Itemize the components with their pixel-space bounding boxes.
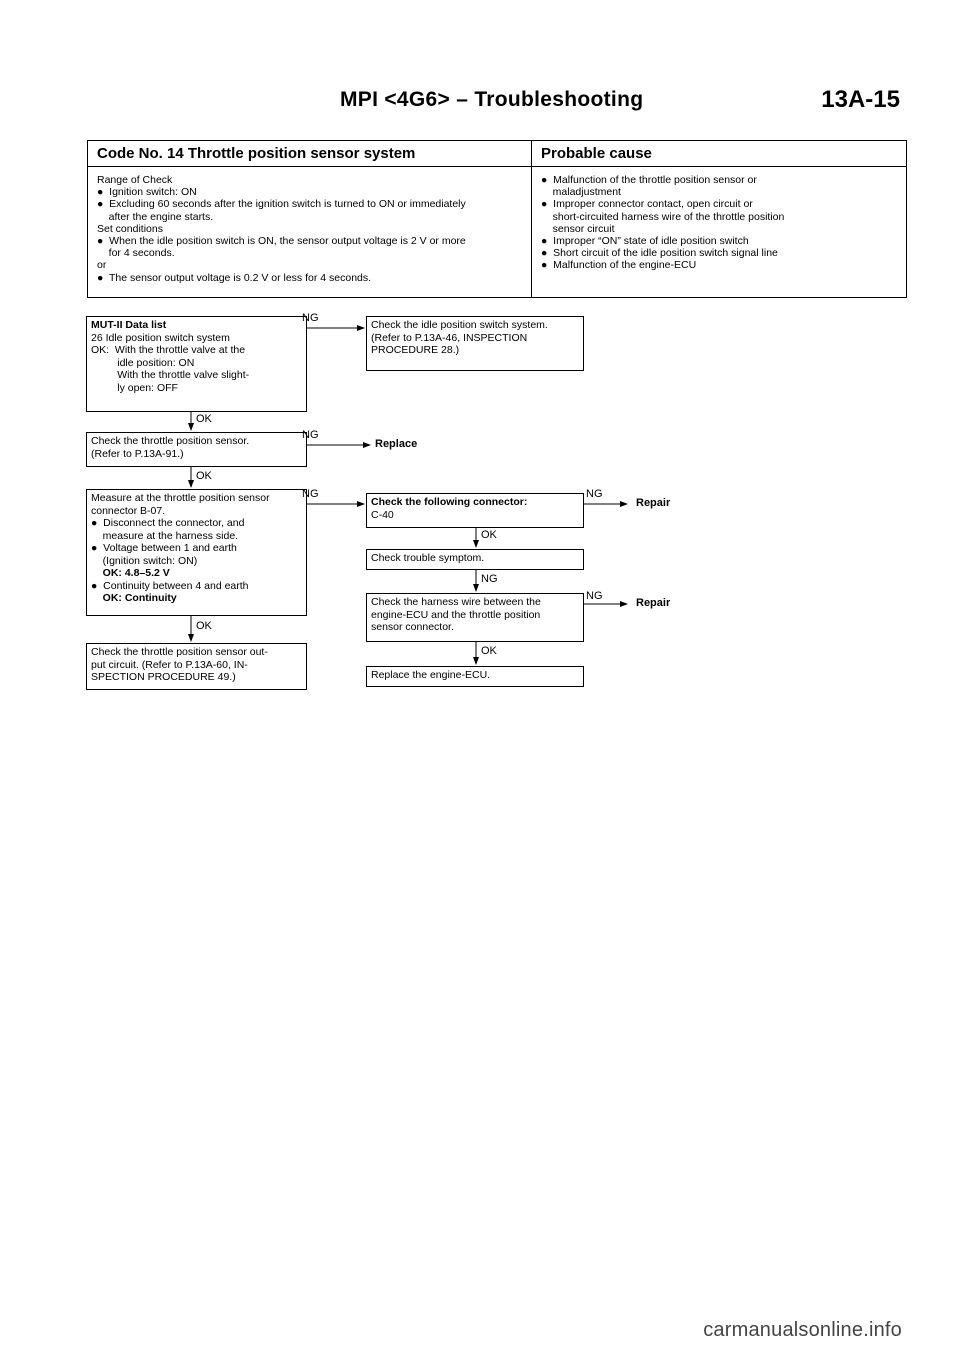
- page-number: 13A-15: [821, 86, 900, 113]
- ng-label: NG: [586, 590, 603, 602]
- text-line: after the engine starts.: [97, 210, 214, 223]
- text-line: ● Malfunction of the throttle position sensor or: [541, 174, 757, 186]
- flow-box-mut-data-list: [86, 316, 307, 412]
- flow-box-check-idle-switch: [366, 316, 584, 371]
- text-line: Check the harness wire between the: [371, 596, 541, 608]
- text-line: ● Short circuit of the idle position switch signal line: [541, 247, 778, 260]
- flow-box-measure-connector: [86, 489, 307, 616]
- range-of-check-cell: [97, 174, 522, 284]
- table-divider-vertical: [531, 141, 532, 297]
- text-line: ● Continuity between 4 and earth: [91, 579, 249, 592]
- table-header-code: Code No. 14 Throttle position sensor system: [97, 145, 416, 162]
- text-line: OK: With the throttle valve at the: [91, 344, 246, 356]
- flow-box-check-tps-output: [86, 643, 307, 690]
- text-line: (Refer to P.13A-46, INSPECTION: [371, 331, 528, 344]
- flow-box-replace-ecu: [366, 666, 584, 687]
- text-line: Check the idle position switch system.: [371, 319, 548, 331]
- text-line: Measure at the throttle position sensor: [91, 492, 270, 504]
- probable-cause-cell: [541, 174, 896, 272]
- text-line: ● Disconnect the connector, and: [91, 517, 245, 529]
- ok-label: OK: [481, 645, 497, 657]
- flow-box-check-tps: [86, 432, 307, 467]
- text-line: 26 Idle position switch system: [91, 331, 230, 344]
- text-line: ● Improper connector contact, open circuit or: [541, 198, 753, 211]
- text-line: (Ignition switch: ON): [91, 554, 198, 567]
- table-divider-horizontal: [88, 166, 906, 167]
- flow-box-check-connector: [366, 493, 584, 528]
- text-line: ● Voltage between 1 and earth: [91, 542, 237, 554]
- text-line: Set conditions: [97, 222, 163, 235]
- ok-label: OK: [196, 620, 212, 632]
- text-line: idle position: ON: [91, 356, 195, 369]
- text-line: Check the throttle position sensor out-: [91, 646, 268, 658]
- text-line: ● Ignition switch: ON: [97, 186, 197, 199]
- ok-label: OK: [481, 529, 497, 541]
- action-repair: Repair: [636, 597, 671, 609]
- text-line: C-40: [371, 508, 394, 521]
- page-title: MPI <4G6> – Troubleshooting: [340, 88, 644, 111]
- text-line: Range of Check: [97, 174, 173, 186]
- ok-label: OK: [196, 413, 212, 425]
- text-line: connector B-07.: [91, 504, 166, 517]
- text-line: short-circuited harness wire of the throttle position: [541, 210, 785, 223]
- table-header-probable-cause: Probable cause: [541, 145, 652, 162]
- text-line: With the throttle valve slight-: [91, 369, 250, 381]
- text-line: ly open: OFF: [91, 381, 178, 394]
- text-line: Replace the engine-ECU.: [371, 669, 491, 681]
- text-line: for 4 seconds.: [97, 247, 175, 260]
- watermark: carmanualsonline.info: [703, 1319, 902, 1341]
- box-title: MUT-II Data list: [91, 319, 167, 331]
- ng-label: NG: [302, 429, 319, 441]
- text-line: ● Malfunction of the engine-ECU: [541, 259, 697, 272]
- flow-box-check-harness: [366, 593, 584, 642]
- text-line: OK: 4.8–5.2 V: [91, 567, 170, 579]
- text-line: ● Improper “ON” state of idle position switch: [541, 235, 749, 248]
- text-line: PROCEDURE 28.): [371, 344, 460, 356]
- ng-label: NG: [481, 573, 498, 585]
- text-line: put circuit. (Refer to P.13A-60, IN-: [91, 658, 248, 671]
- ok-label: OK: [196, 470, 212, 482]
- text-line: measure at the harness side.: [91, 529, 239, 542]
- cause-table: [87, 140, 907, 298]
- text-line: sensor connector.: [371, 621, 454, 633]
- action-repair: Repair: [636, 497, 671, 509]
- text-line: ● The sensor output voltage is 0.2 V or less for 4 seconds.: [97, 271, 372, 284]
- text-line: engine-ECU and the throttle position: [371, 608, 541, 621]
- text-line: sensor circuit: [541, 222, 615, 235]
- ng-label: NG: [586, 488, 603, 500]
- text-line: (Refer to P.13A-91.): [91, 447, 184, 460]
- ng-label: NG: [302, 312, 319, 324]
- text-line: ● Excluding 60 seconds after the ignition switch is turned to ON or immediately: [97, 198, 466, 211]
- action-replace: Replace: [375, 438, 418, 450]
- text-line: ● When the idle position switch is ON, the sensor output voltage is 2 V or more: [97, 235, 466, 248]
- text-line: SPECTION PROCEDURE 49.): [91, 671, 236, 683]
- text-line: Check the throttle position sensor.: [91, 435, 250, 447]
- text-line: Check the following connector:: [371, 496, 528, 508]
- text-line: OK: Continuity: [91, 592, 177, 604]
- flow-box-check-symptom: [366, 549, 584, 570]
- text-line: or: [97, 259, 107, 272]
- text-line: maladjustment: [541, 186, 621, 199]
- ng-label: NG: [302, 488, 319, 500]
- text-line: Check trouble symptom.: [371, 552, 485, 564]
